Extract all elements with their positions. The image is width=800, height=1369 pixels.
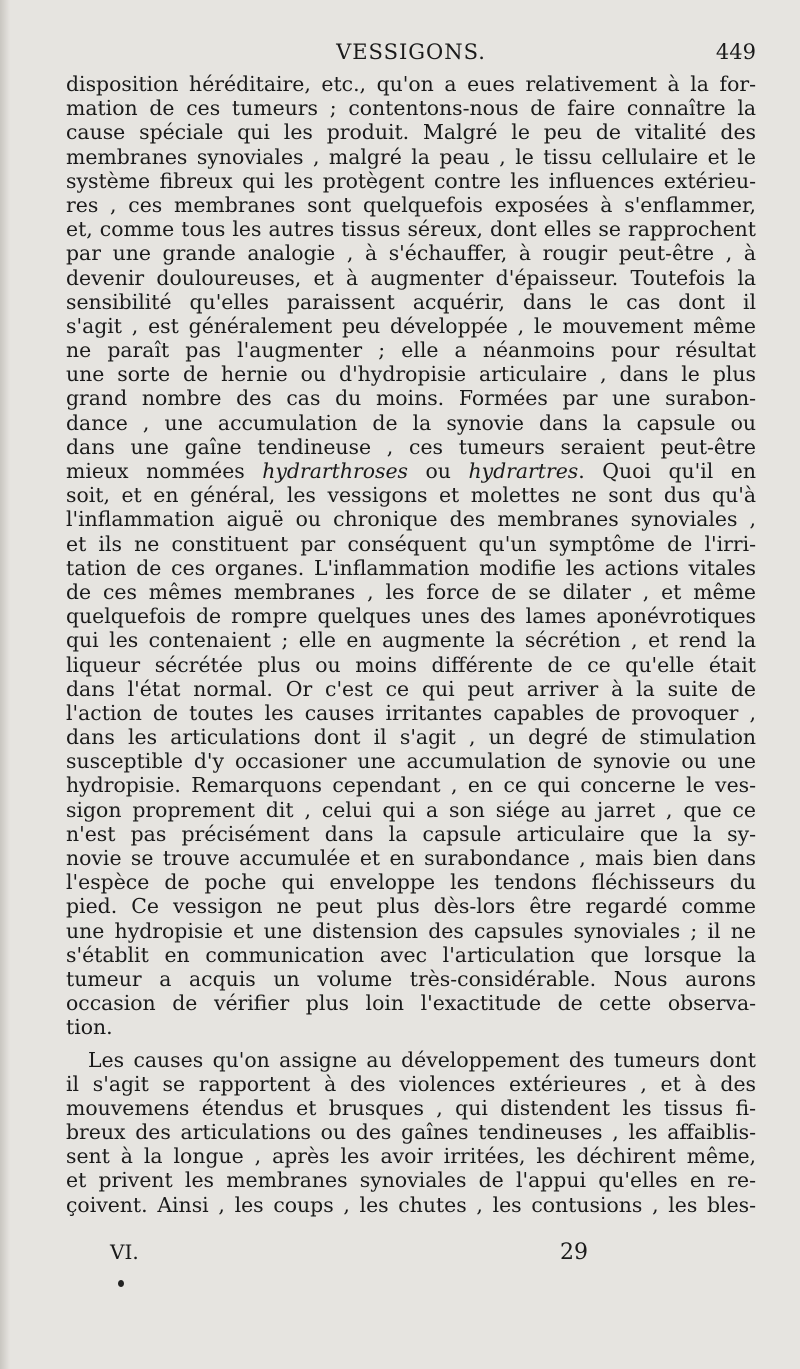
signature-mark: VI. <box>110 1240 139 1264</box>
text-line: membranes synoviales , malgré la peau , le tissu cellulaire et le <box>66 144 756 169</box>
text-line: grand nombre des cas du moins. Formées par une surabon- <box>66 386 756 411</box>
paragraph-gap <box>66 1040 756 1048</box>
text-line: susceptible d'y occasioner une accumulation de synovie ou une <box>66 749 756 774</box>
text-line: une sorte de hernie ou d'hydropisie articulaire , dans le plus <box>66 362 756 387</box>
text-line: une hydropisie et une distension des capsules synoviales ; il ne <box>66 918 756 943</box>
text-line: dance , une accumulation de la synovie dans la capsule ou <box>66 410 756 435</box>
text-line: par une grande analogie , à s'échauffer, à rougir peut-être , à <box>66 241 756 266</box>
text-line: disposition héréditaire, etc., qu'on a eues relativement à la for- <box>66 72 756 96</box>
page-footer <box>66 1240 756 1266</box>
text-line: tion. <box>66 1015 113 1040</box>
text-line: de ces mêmes membranes , les force de se dilater , et même <box>66 579 756 604</box>
text-line: système fibreux qui les protègent contre les influences extérieu- <box>66 168 756 193</box>
text-line: occasion de vérifier plus loin l'exactitude de cette observa- <box>66 991 756 1016</box>
ink-spot <box>118 1280 124 1287</box>
running-head <box>66 40 756 66</box>
sheet-number: 29 <box>560 1240 588 1265</box>
text-line: novie se trouve accumulée et en surabondance , mais bien dans <box>66 846 756 870</box>
text-line: mation de ces tumeurs ; contentons-nous de faire connaître la <box>66 96 756 121</box>
text-line: Les causes qu'on assigne au développement des tumeurs dont <box>88 1047 756 1072</box>
text-line: l'action de toutes les causes irritantes capables de provoquer , <box>66 700 756 725</box>
text-line: et, comme tous les autres tissus séreux, dont elles se rapprochent <box>66 217 756 242</box>
text-line: tation de ces organes. L'inflammation modifie les actions vitales <box>66 555 756 580</box>
text-line: dans les articulations dont il s'agit , un degré de stimulation <box>66 725 756 750</box>
text-line: mieux nommées hydrarthroses ou hydrartres. Quoi qu'il en <box>66 459 757 483</box>
text-line: devenir douloureuses, et à augmenter d'épaisseur. Toutefois la <box>66 265 756 290</box>
text-line: l'inflammation aiguë ou chronique des membranes synoviales , <box>66 507 756 532</box>
text-line: n'est pas précisément dans la capsule articulaire que la sy- <box>66 821 756 846</box>
text-line: sensibilité qu'elles paraissent acquérir, dans le cas dont il <box>66 289 756 314</box>
text-line: cause spéciale qui les produit. Malgré le peu de vitalité des <box>66 120 756 145</box>
text-line: il s'agit se rapportent à des violences extérieures , et à des <box>66 1071 756 1096</box>
running-title: VESSIGONS. <box>336 40 486 64</box>
text-line: et privent les membranes synoviales de l'appui qu'elles en re- <box>66 1168 756 1193</box>
text-line: res , ces membranes sont quelquefois exposées à s'enflammer, <box>66 192 756 217</box>
text-line: dans une gaîne tendineuse , ces tumeurs seraient peut-être <box>66 434 756 459</box>
text-line: quelquefois de rompre quelques unes des lames aponévrotiques <box>66 604 756 629</box>
text-line: mouvemens étendus et brusques , qui distendent les tissus fi- <box>66 1095 756 1120</box>
text-line: sigon proprement dit , celui qui a son siége au jarret , que ce <box>66 797 756 822</box>
text-line: ne paraît pas l'augmenter ; elle a néanmoins pour résultat <box>66 338 756 363</box>
text-line: soit, et en général, les vessigons et molettes ne sont dus qu'à <box>66 483 756 508</box>
page-edge-shadow <box>0 0 10 1369</box>
text-line: dans l'état normal. Or c'est ce qui peut arriver à la suite de <box>66 676 756 701</box>
text-line: breux des articulations ou des gaînes tendineuses , les affaiblis- <box>66 1120 756 1145</box>
text-line: pied. Ce vessigon ne peut plus dès-lors être regardé comme <box>66 894 756 919</box>
text-line: hydropisie. Remarquons cependant , en ce qui concerne le ves- <box>66 773 756 798</box>
text-line: qui les contenaient ; elle en augmente la sécrétion , et rend la <box>66 628 756 653</box>
text-line: s'établit en communication avec l'articulation que lorsque la <box>66 942 756 967</box>
text-line: sent à la longue , après les avoir irritées, les déchirent même, <box>66 1144 756 1169</box>
text-line: et ils ne constituent par conséquent qu'un symptôme de l'irri- <box>66 531 756 556</box>
text-line: liqueur sécrétée plus ou moins différente de ce qu'elle était <box>66 652 756 677</box>
text-line: s'agit , est généralement peu développée , le mouvement même <box>66 313 756 338</box>
body-text <box>66 72 756 1217</box>
text-line: çoivent. Ainsi , les coups , les chutes , les contusions , les bles- <box>66 1192 756 1217</box>
page-number: 449 <box>715 40 756 64</box>
text-line: l'espèce de poche qui enveloppe les tendons fléchisseurs du <box>66 870 756 895</box>
text-line: tumeur a acquis un volume très-considérable. Nous aurons <box>66 966 756 991</box>
